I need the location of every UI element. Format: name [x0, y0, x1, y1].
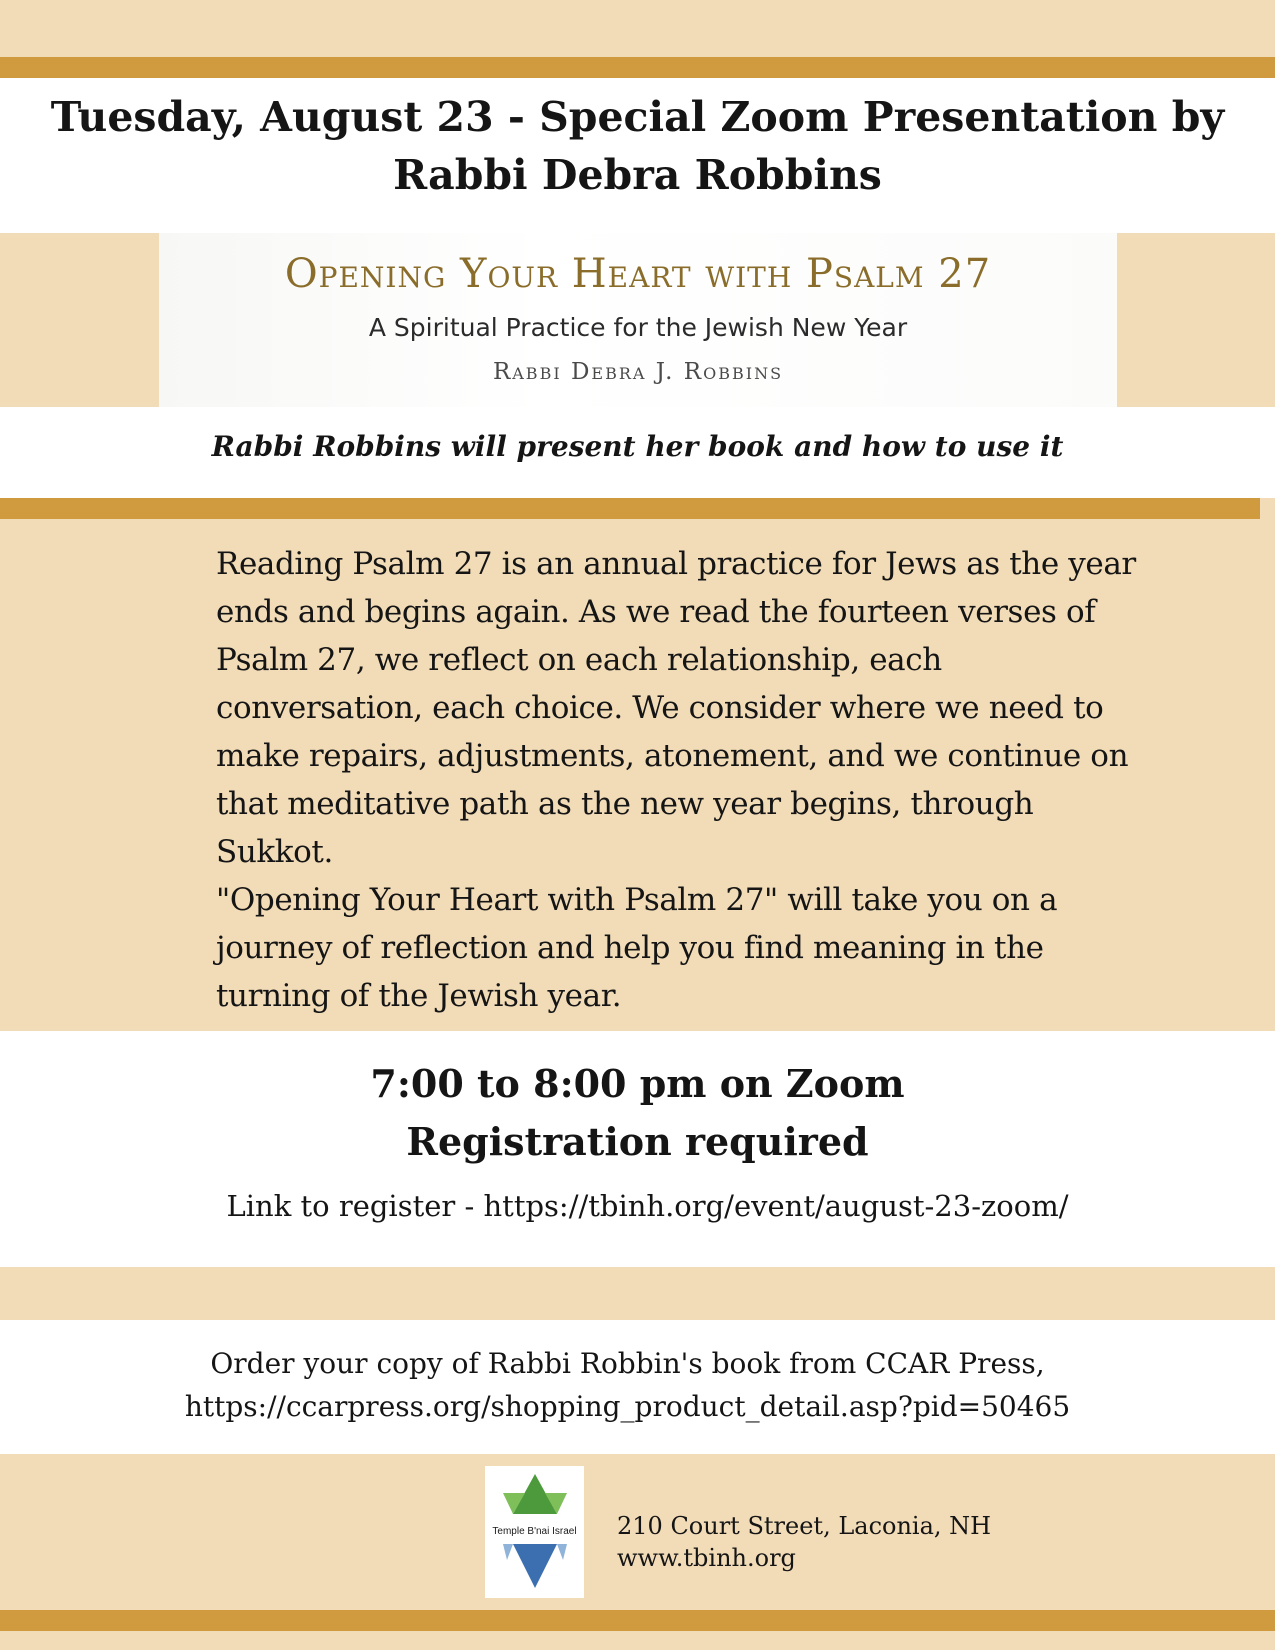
- bottom-rule: [0, 1610, 1275, 1631]
- book-cover-banner: [159, 233, 1117, 407]
- book-author: Rabbi Debra J. Robbins: [492, 359, 784, 385]
- book-subtitle: A Spiritual Practice for the Jewish New Year: [368, 313, 908, 342]
- register-link[interactable]: Link to register - https://tbinh.org/event/august-23-zoom/: [226, 1189, 1069, 1223]
- tagline: Rabbi Robbins will present her book and how to use it: [211, 430, 1064, 463]
- description-paragraph-2: "Opening Your Heart with Psalm 27" will take you on a journey of reflection and help you find meaning in the turning of the Jewish year.: [216, 882, 1058, 1014]
- order-text: Order your copy of Rabbi Robbin's book from CCAR Press,: [210, 1347, 1045, 1380]
- event-time: 7:00 to 8:00 pm on Zoom: [370, 1061, 905, 1106]
- order-link[interactable]: https://ccarpress.org/shopping_product_detail.asp?pid=50465: [184, 1390, 1071, 1423]
- description-paragraph-1: Reading Psalm 27 is an annual practice for Jews as the year ends and begins again. As we read the fourteen verses of Psalm 27, we reflect on each relationship, each conversation, each choice. We consider where we need to make repairs, adjustments, atonement, and we continue on that meditative path as the new year begins, through Sukkot.: [216, 546, 1136, 870]
- description: [216, 540, 1136, 1020]
- address: 210 Court Street, Laconia, NH: [617, 1512, 992, 1540]
- website-link[interactable]: www.tbinh.org: [617, 1544, 796, 1572]
- top-rule: [0, 57, 1275, 78]
- star-of-david-icon: [485, 1466, 584, 1598]
- temple-logo: [485, 1466, 584, 1598]
- middle-rule: [0, 498, 1260, 519]
- registration-note: Registration required: [406, 1119, 869, 1164]
- logo-text: Temple B'nai Israel: [492, 1526, 577, 1537]
- title-line-2: Rabbi Debra Robbins: [393, 151, 882, 199]
- page-title: [40, 88, 1235, 204]
- title-line-1: Tuesday, August 23 - Special Zoom Presentation by: [50, 93, 1225, 141]
- book-title: Opening Your Heart with Psalm 27: [284, 251, 992, 297]
